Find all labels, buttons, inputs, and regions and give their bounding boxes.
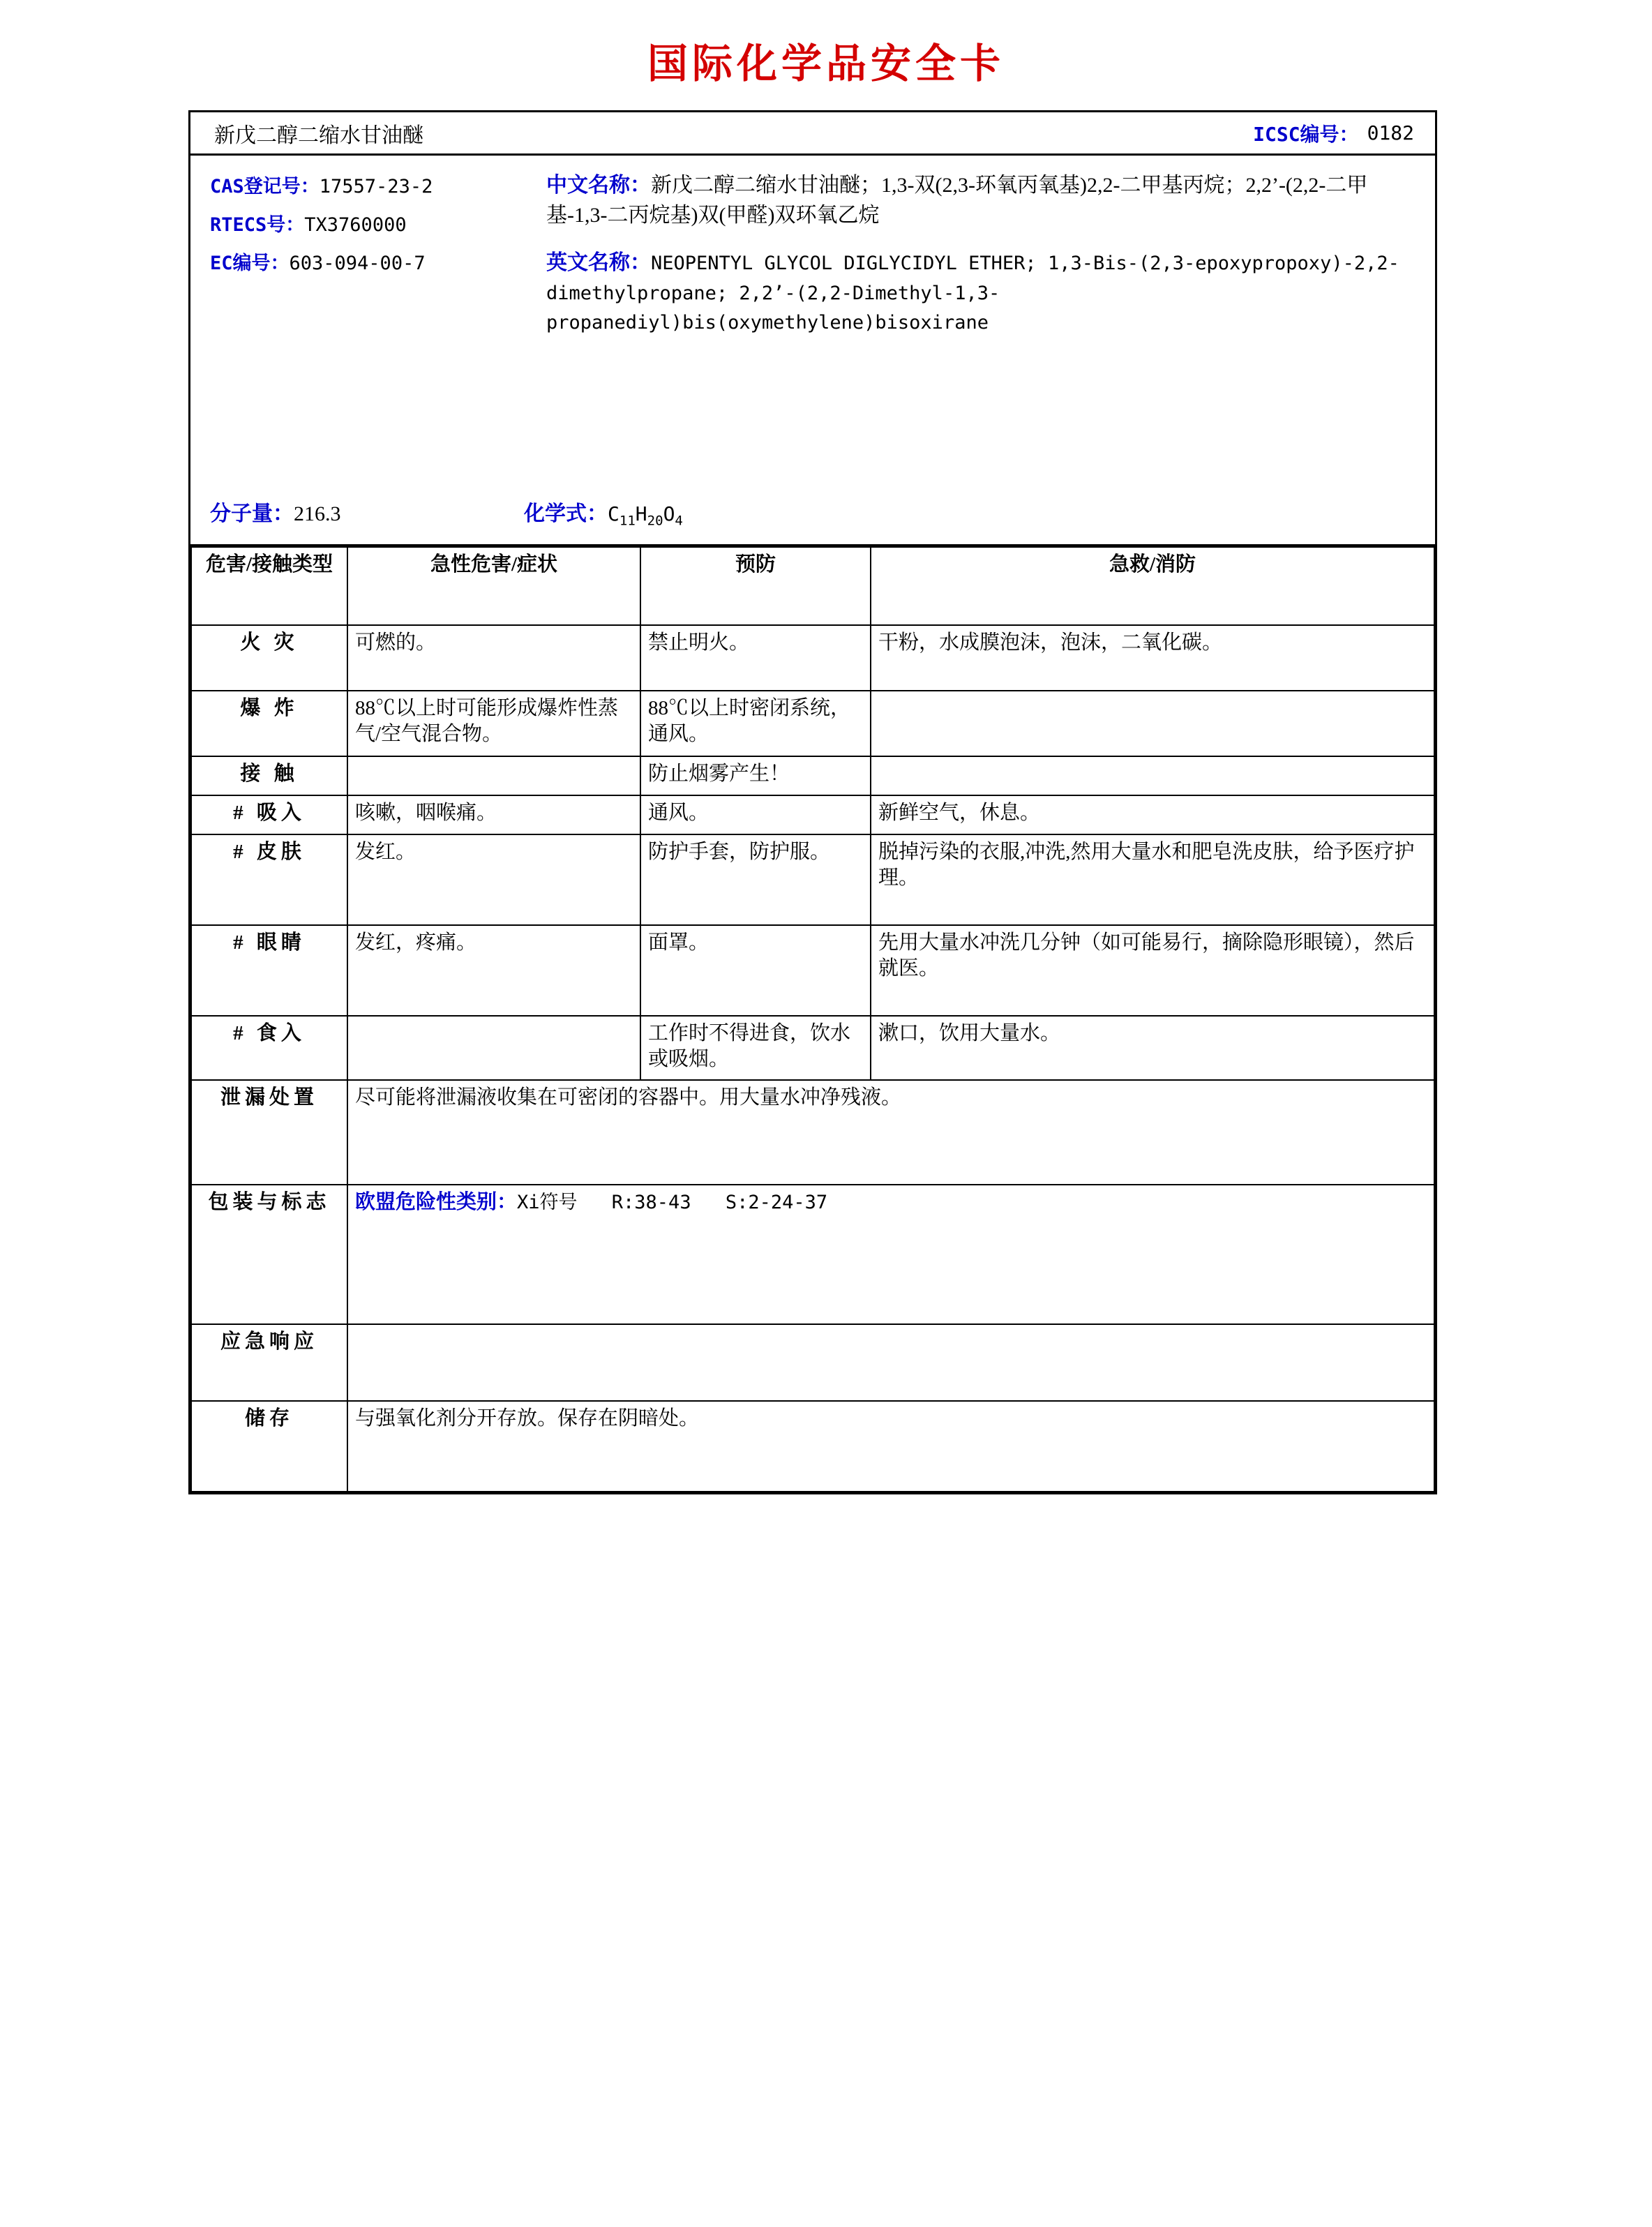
identity-left <box>190 156 539 544</box>
table-row <box>191 1185 1434 1324</box>
cell-inhalation-firstaid: 新鲜空气，休息。 <box>871 795 1434 834</box>
english-name-row <box>546 248 1414 338</box>
cell-eyes-firstaid: 先用大量水冲洗几分钟（如可能易行，摘除隐形眼镜），然后就医。 <box>871 925 1434 1016</box>
cell-inhalation-symptoms: 咳嗽，咽喉痛。 <box>347 795 640 834</box>
cell-skin-symptoms: 发红。 <box>347 834 640 925</box>
identity-footer <box>190 496 1435 529</box>
rtecs-label: RTECS号： <box>210 214 305 236</box>
cell-eyes-prevention: 面罩。 <box>640 925 871 1016</box>
molecular-weight-row <box>190 496 518 529</box>
cas-label: CAS登记号： <box>210 176 320 197</box>
row-label-inhalation: # 吸入 <box>191 795 347 834</box>
eu-r-phrases: R:38-43 <box>611 1192 691 1214</box>
eu-symbol: Xi符号 <box>517 1192 578 1214</box>
cell-exposure-firstaid <box>871 756 1434 795</box>
ec-value: 603-094-00-7 <box>289 253 426 274</box>
chinese-name-label: 中文名称： <box>546 174 651 197</box>
row-label-emergency: 应急响应 <box>191 1324 347 1401</box>
chinese-name-value: 新戊二醇二缩水甘油醚；1,3-双(2,3-环氧丙氧基)2,2-二甲基丙烷；2,2’-(2,2-二甲基-1,3-二丙烷基)双(甲醛)双环氧乙烷 <box>546 174 1368 227</box>
row-label-eyes: # 眼睛 <box>191 925 347 1016</box>
cell-fire-firstaid: 干粉，水成膜泡沫，泡沫，二氧化碳。 <box>871 625 1434 691</box>
card-header <box>190 112 1435 156</box>
cell-inhalation-prevention: 通风。 <box>640 795 871 834</box>
ec-row <box>210 248 539 275</box>
col-header-type: 危害/接触类型 <box>191 547 347 625</box>
row-label-ingestion: # 食入 <box>191 1016 347 1080</box>
cell-skin-prevention: 防护手套，防护服。 <box>640 834 871 925</box>
cas-row <box>210 171 539 198</box>
row-label-explosion: 爆 炸 <box>191 691 347 756</box>
col-header-firstaid: 急救/消防 <box>871 547 1434 625</box>
row-label-storage: 储存 <box>191 1401 347 1492</box>
table-row <box>191 795 1434 834</box>
table-header-row <box>191 547 1434 625</box>
molecular-weight-label: 分子量： <box>210 502 294 526</box>
table-row <box>191 756 1434 795</box>
formula-value: $C_{11}H_{20}O_4$ <box>608 502 683 529</box>
english-name-value: NEOPENTYL GLYCOL DIGLYCIDYL ETHER; 1,3-Bis-(2,3-epoxypropoxy)-2,2-dimethylpropane; 2,2’-(2,2-Dimethyl-1,3-propanediyl)bis(oxymethylene)bisoxirane <box>546 253 1399 334</box>
cell-packaging-content <box>347 1185 1434 1324</box>
cell-explosion-symptoms: 88℃以上时可能形成爆炸性蒸气/空气混合物。 <box>347 691 640 756</box>
hazard-table <box>190 546 1435 1492</box>
cell-explosion-prevention: 88℃以上时密闭系统，通风。 <box>640 691 871 756</box>
table-row <box>191 925 1434 1016</box>
row-label-exposure: 接 触 <box>191 756 347 795</box>
rtecs-row <box>210 209 539 237</box>
icsc-label: ICSC编号： <box>1253 122 1359 146</box>
identity-right <box>539 156 1435 544</box>
row-label-fire: 火 灾 <box>191 625 347 691</box>
table-row <box>191 1401 1434 1492</box>
icsc-number: 0182 <box>1367 121 1414 144</box>
row-label-skin: # 皮肤 <box>191 834 347 925</box>
cell-spill-content: 尽可能将泄漏液收集在可密闭的容器中。用大量水冲净残液。 <box>347 1080 1434 1185</box>
table-row <box>191 625 1434 691</box>
row-label-packaging: 包装与标志 <box>191 1185 347 1324</box>
cell-fire-prevention: 禁止明火。 <box>640 625 871 691</box>
substance-name: 新戊二醇二缩水甘油醚 <box>214 123 423 147</box>
ec-label: EC编号： <box>210 253 290 274</box>
cell-fire-symptoms: 可燃的。 <box>347 625 640 691</box>
cell-exposure-prevention: 防止烟雾产生！ <box>640 756 871 795</box>
cas-value: 17557-23-2 <box>319 176 433 197</box>
cell-skin-firstaid: 脱掉污染的衣服,冲洗,然用大量水和肥皂洗皮肤，给予医疗护理。 <box>871 834 1434 925</box>
cell-ingestion-firstaid: 漱口，饮用大量水。 <box>871 1016 1434 1080</box>
cell-explosion-firstaid <box>871 691 1434 756</box>
cell-storage-content: 与强氧化剂分开存放。保存在阴暗处。 <box>347 1401 1434 1492</box>
rtecs-value: TX3760000 <box>304 214 407 236</box>
cell-ingestion-prevention: 工作时不得进食，饮水或吸烟。 <box>640 1016 871 1080</box>
chinese-name-row <box>546 171 1414 230</box>
page-title: 国际化学品安全卡 <box>647 41 1005 87</box>
table-row <box>191 1324 1434 1401</box>
col-header-symptoms: 急性危害/症状 <box>347 547 640 625</box>
cell-eyes-symptoms: 发红，疼痛。 <box>347 925 640 1016</box>
cell-emergency-content <box>347 1324 1434 1401</box>
table-row <box>191 1080 1434 1185</box>
formula-label: 化学式： <box>524 502 608 526</box>
table-row <box>191 834 1434 925</box>
row-label-spill: 泄漏处置 <box>191 1080 347 1185</box>
formula-row <box>518 496 683 529</box>
col-header-prevention: 预防 <box>640 547 871 625</box>
cell-ingestion-symptoms <box>347 1016 640 1080</box>
identity-block <box>190 156 1435 546</box>
table-row <box>191 1016 1434 1080</box>
icsc-card <box>188 110 1437 1494</box>
eu-class-label: 欧盟危险性类别： <box>355 1191 518 1214</box>
cell-exposure-symptoms <box>347 756 640 795</box>
english-name-label: 英文名称： <box>546 251 651 275</box>
molecular-weight-value: 216.3 <box>294 502 341 526</box>
table-row <box>191 691 1434 756</box>
eu-s-phrases: S:2-24-37 <box>725 1192 828 1214</box>
